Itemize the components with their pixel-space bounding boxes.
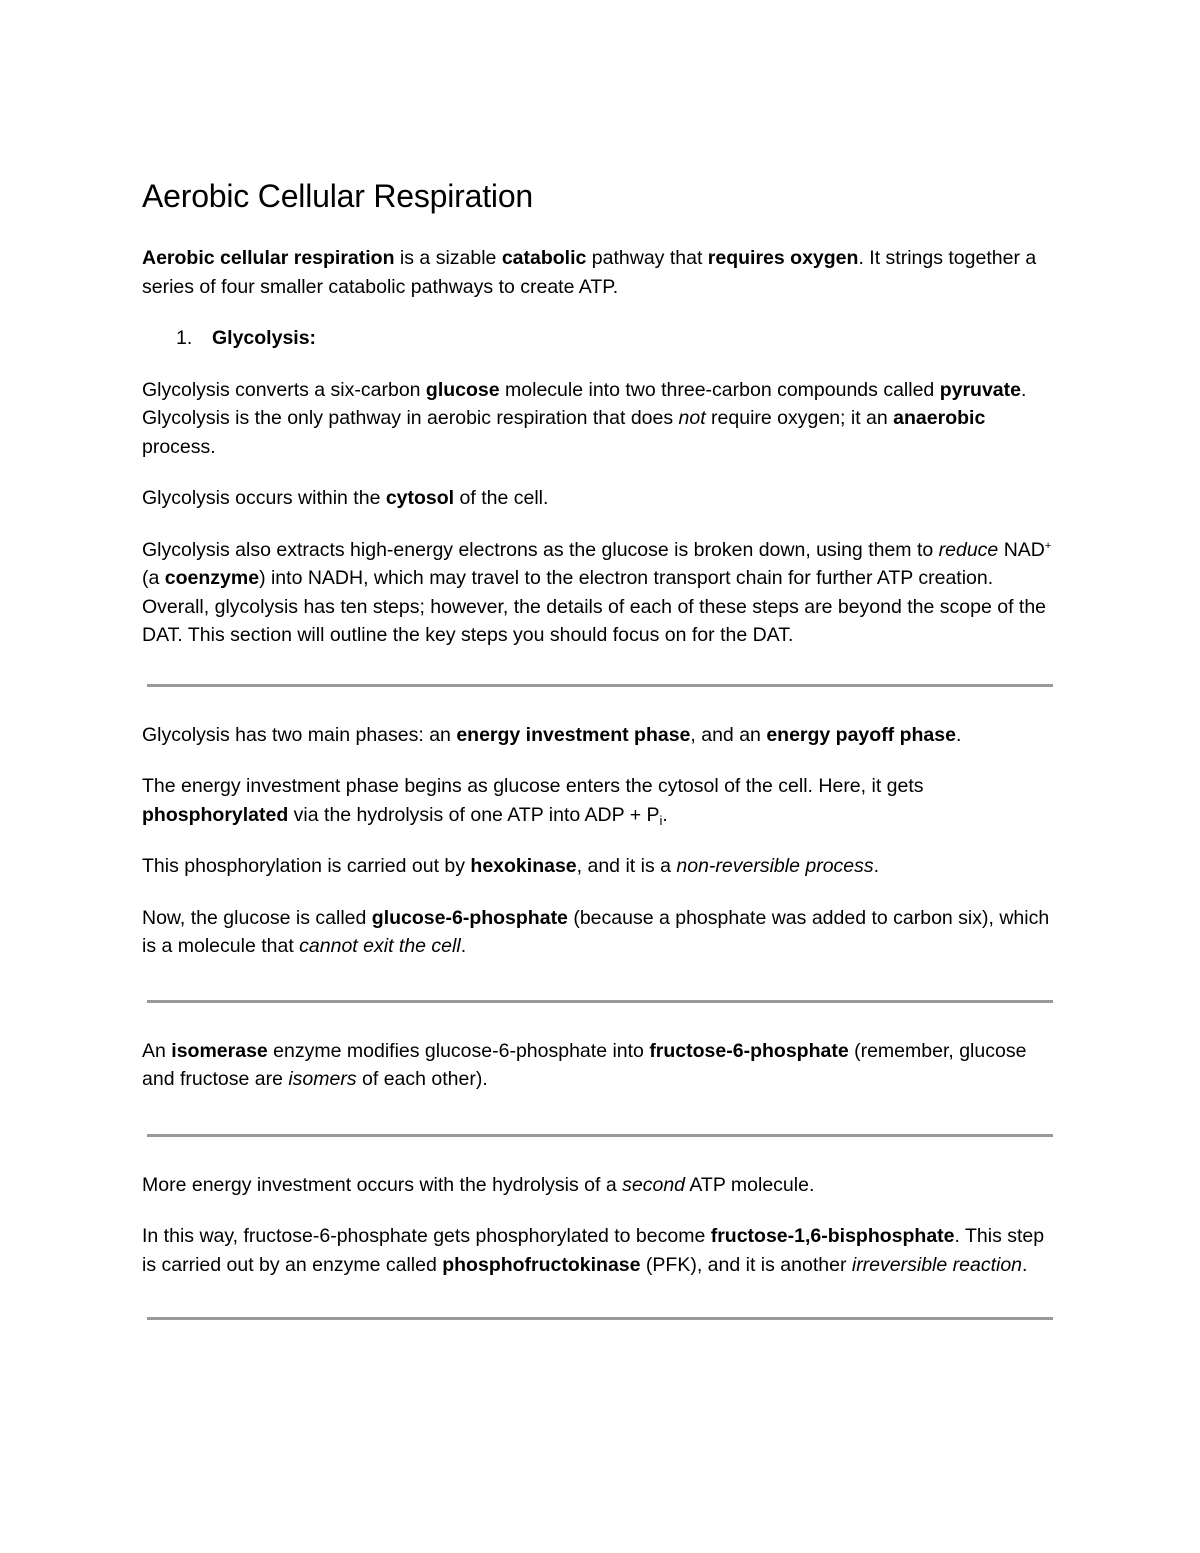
text: Glycolysis occurs within the bbox=[142, 487, 386, 509]
page-title: Aerobic Cellular Respiration bbox=[142, 178, 534, 214]
emphasis-reduce: reduce bbox=[938, 538, 999, 561]
isomerase-paragraph bbox=[142, 1037, 1062, 1094]
second-atp-paragraph bbox=[142, 1171, 1062, 1200]
text: require oxygen; it an bbox=[705, 407, 894, 429]
glycolysis-paragraph-2 bbox=[142, 484, 1062, 513]
text: . bbox=[873, 855, 880, 877]
term-glucose: glucose bbox=[425, 378, 500, 401]
superscript-plus: + bbox=[1044, 539, 1052, 552]
term-pyruvate: pyruvate bbox=[939, 378, 1021, 401]
text: . This step is carried out by an enzyme called bbox=[142, 1225, 1045, 1276]
term-phosphorylated: phosphorylated bbox=[142, 803, 289, 826]
term-catabolic: catabolic bbox=[501, 247, 587, 269]
text: of each other). bbox=[356, 1068, 488, 1090]
investment-paragraph bbox=[142, 772, 1062, 829]
emphasis-non-reversible-process: non-reversible process bbox=[676, 855, 874, 877]
term-requires-oxygen: requires oxygen bbox=[707, 247, 859, 269]
term-energy-payoff-phase: energy payoff phase bbox=[766, 723, 956, 746]
text: ATP molecule. bbox=[685, 1173, 815, 1196]
section-divider bbox=[147, 684, 1053, 687]
text: Now, the glucose is called bbox=[142, 906, 372, 929]
term-phosphofructokinase: phosphofructokinase bbox=[442, 1253, 641, 1276]
text: pathway that bbox=[586, 247, 708, 269]
list-item-glycolysis bbox=[142, 324, 1062, 353]
glucose-6-phosphate-paragraph bbox=[142, 904, 1062, 961]
phases-paragraph bbox=[142, 721, 1062, 750]
term-aerobic-cellular-respiration: Aerobic cellular respiration bbox=[142, 247, 395, 269]
term-coenzyme: coenzyme bbox=[164, 567, 260, 589]
pfk-paragraph bbox=[142, 1222, 1062, 1279]
text: molecule into two three-carbon compounds called bbox=[499, 378, 940, 401]
text: via the hydrolysis of one ATP into ADP + P bbox=[288, 803, 660, 826]
text: . Glycolysis is the only pathway in aerobic respiration that does bbox=[142, 378, 1027, 429]
text: NAD bbox=[998, 538, 1045, 561]
text: . bbox=[955, 723, 962, 746]
emphasis-isomers: isomers bbox=[288, 1068, 357, 1090]
term-energy-investment-phase: energy investment phase bbox=[456, 723, 691, 746]
hexokinase-paragraph bbox=[142, 852, 1062, 881]
text: More energy investment occurs with the hydrolysis of a bbox=[142, 1173, 623, 1196]
glycolysis-paragraph-3 bbox=[142, 536, 1062, 650]
text: , and it is a bbox=[576, 855, 677, 877]
text: Glycolysis has two main phases: an bbox=[142, 723, 457, 746]
text: . It strings together a series of four smaller catabolic pathways to create ATP. bbox=[142, 247, 1037, 298]
text: process. bbox=[142, 435, 216, 458]
emphasis-second: second bbox=[622, 1173, 686, 1196]
emphasis-cannot-exit-the-cell: cannot exit the cell bbox=[299, 935, 461, 957]
text: . bbox=[662, 803, 668, 826]
term-fructose-1-6-bisphosphate: fructose-1,6-bisphosphate bbox=[710, 1225, 955, 1247]
text: (a bbox=[142, 567, 165, 589]
text: (PFK), and it is another bbox=[640, 1253, 852, 1276]
term-anaerobic: anaerobic bbox=[893, 407, 986, 429]
document-page bbox=[142, 176, 1062, 1320]
section-divider bbox=[147, 1317, 1053, 1320]
text: of the cell. bbox=[454, 487, 549, 509]
term-isomerase: isomerase bbox=[171, 1039, 268, 1062]
subscript-i: i bbox=[659, 812, 663, 828]
section-divider bbox=[147, 1000, 1053, 1003]
text: An bbox=[142, 1039, 172, 1062]
list-label: Glycolysis: bbox=[212, 327, 317, 349]
term-glucose-6-phosphate: glucose-6-phosphate bbox=[371, 906, 568, 929]
term-cytosol: cytosol bbox=[385, 487, 455, 509]
text: This phosphorylation is carried out by bbox=[142, 855, 471, 877]
text: (because a phosphate was added to carbon six), which is a molecule that bbox=[142, 906, 1050, 957]
emphasis-not: not bbox=[678, 407, 706, 429]
glycolysis-paragraph-1 bbox=[142, 376, 1062, 462]
section-divider bbox=[147, 1134, 1053, 1137]
list-number: 1. bbox=[176, 327, 193, 349]
term-fructose-6-phosphate: fructose-6-phosphate bbox=[649, 1039, 849, 1062]
text: (remember, glucose and fructose are bbox=[142, 1039, 1027, 1090]
text: The energy investment phase begins as glucose enters the cytosol of the cell. Here, it gets bbox=[142, 775, 924, 797]
emphasis-irreversible-reaction: irreversible reaction bbox=[851, 1253, 1023, 1276]
text: Glycolysis converts a six-carbon bbox=[142, 378, 426, 401]
text: ) into NADH, which may travel to the electron transport chain for further ATP creation. Overall, glycolysis has ten steps; however, the details of each of these steps are beyond the scope of the DAT. This section will outline the key steps you should focus on for the DAT. bbox=[142, 567, 1047, 646]
text: . bbox=[460, 935, 467, 957]
text: Glycolysis also extracts high-energy electrons as the glucose is broken down, using them to bbox=[142, 538, 939, 561]
intro-paragraph bbox=[142, 244, 1062, 301]
text: , and an bbox=[690, 723, 767, 746]
text: is a sizable bbox=[394, 247, 502, 269]
text: In this way, fructose-6-phosphate gets phosphorylated to become bbox=[142, 1225, 711, 1247]
term-hexokinase: hexokinase bbox=[470, 855, 577, 877]
text: enzyme modifies glucose-6-phosphate into bbox=[267, 1039, 650, 1062]
text: . bbox=[1022, 1253, 1028, 1276]
